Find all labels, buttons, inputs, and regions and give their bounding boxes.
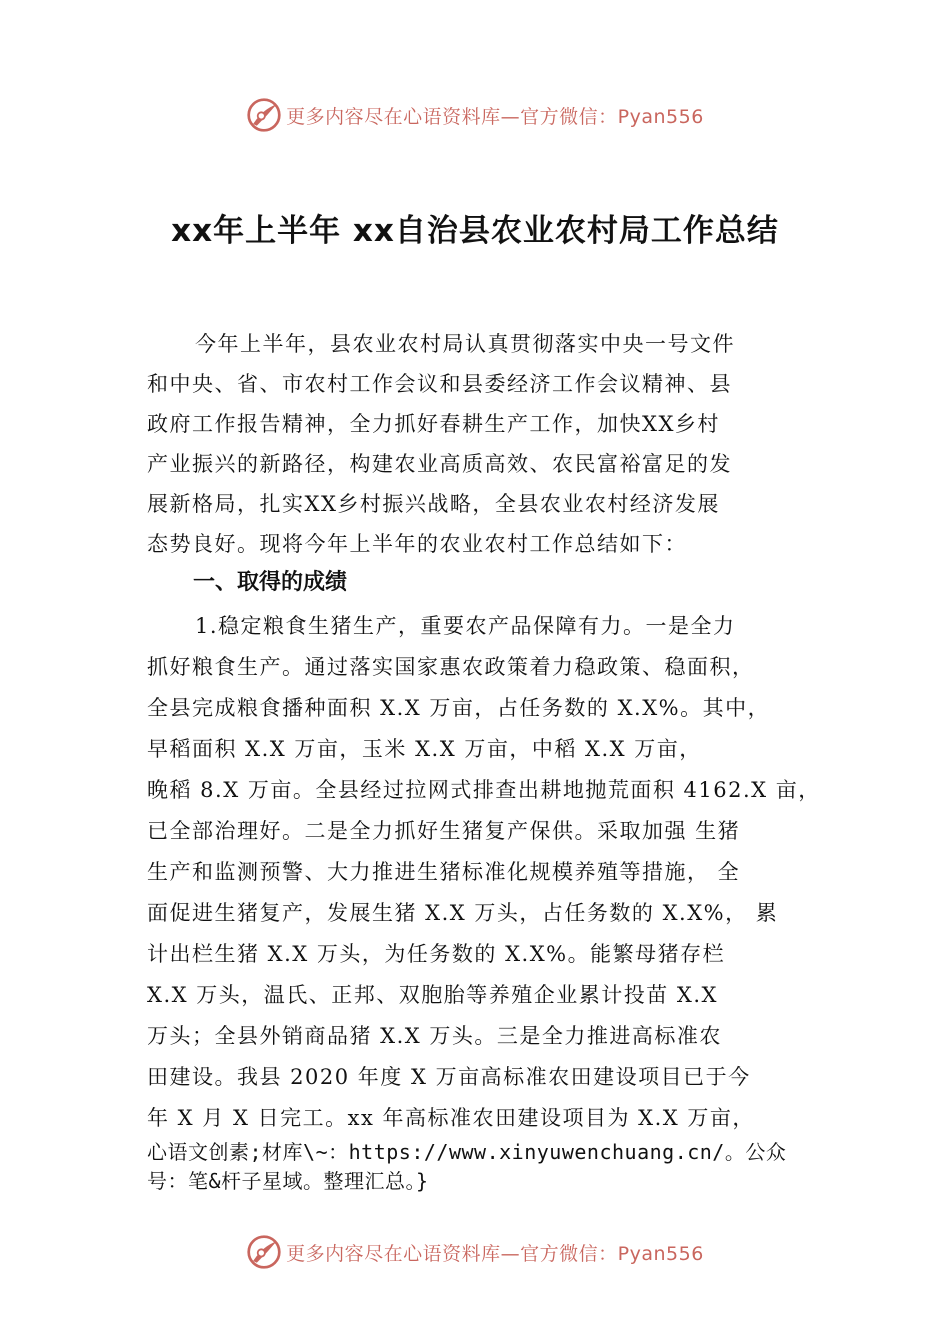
- text-line: X.X 万头，温氏、正邦、双胞胎等养殖企业累计投苗 X.X: [147, 983, 718, 1007]
- text-line: 全县完成粮食播种面积 X.X 万亩，占任务数的 X.X%。其中，: [147, 696, 771, 720]
- source-note: [147, 1138, 847, 1196]
- section-paragraph: [147, 606, 837, 1139]
- section-heading: 一、取得的成绩: [193, 570, 348, 595]
- document-title: xx年上半年 xx自治县农业农村局工作总结: [171, 213, 779, 249]
- text-line: 已全部治理好。二是全力抓好生猪复产保供。采取加强 生猪: [147, 819, 741, 843]
- text-line: 计出栏生猪 X.X 万头，为任务数的 X.X%。能繁母猪存栏: [147, 942, 726, 966]
- banner-text: 更多内容尽在心语资料库—官方微信：Pyan556: [286, 1242, 704, 1265]
- text-line: 展新格局，扎实XX乡村振兴战略，全县农业农村经济发展: [147, 492, 720, 516]
- text-line: 年 X 月 X 日完工。xx 年高标准农田建设项目为 X.X 万亩，: [147, 1106, 755, 1130]
- text-line: 1.稳定粮食生猪生产，重要农产品保障有力。一是全力: [195, 614, 736, 638]
- intro-paragraph: [147, 324, 837, 564]
- text-line: 和中央、省、市农村工作会议和县委经济工作会议精神、县: [147, 372, 732, 396]
- text-line: 今年上半年，县农业农村局认真贯彻落实中央一号文件: [195, 332, 735, 356]
- footer-banner: [0, 1230, 950, 1274]
- text-line: 早稻面积 X.X 万亩，玉米 X.X 万亩，中稻 X.X 万亩，: [147, 737, 702, 761]
- text-line: 产业振兴的新路径，构建农业高质高效、农民富裕富足的发: [147, 452, 732, 476]
- text-line: 田建设。我县 2020 年度 X 万亩高标准农田建设项目已于今: [147, 1065, 751, 1089]
- banner-text: 更多内容尽在心语资料库—官方微信：Pyan556: [286, 105, 704, 128]
- text-line: 号：笔&杆子星域。整理汇总。}: [147, 1169, 429, 1193]
- text-line: 万头；全县外销商品猪 X.X 万头。三是全力推进高标准农: [147, 1024, 722, 1048]
- text-line: 晚稻 8.X 万亩。全县经过拉网式排查出耕地抛荒面积 4162.X 亩，: [147, 778, 821, 802]
- text-line: 生产和监测预警、大力推进生猪标准化规模养殖等措施， 全: [147, 860, 741, 884]
- brush-logo-icon: [246, 97, 282, 133]
- text-line: 心语文创素;材库\~：https://www.xinyuwenchuang.cn/。公众: [147, 1140, 787, 1164]
- text-line: 态势良好。现将今年上半年的农业农村工作总结如下：: [147, 532, 687, 556]
- text-line: 政府工作报告精神，全力抓好春耕生产工作，加快XX乡村: [147, 412, 720, 436]
- text-line: 面促进生猪复产，发展生猪 X.X 万头，占任务数的 X.X%， 累: [147, 901, 779, 925]
- brush-logo-icon: [246, 1234, 282, 1270]
- text-line: 抓好粮食生产。通过落实国家惠农政策着力稳政策、稳面积，: [147, 655, 755, 679]
- header-banner: [0, 93, 950, 137]
